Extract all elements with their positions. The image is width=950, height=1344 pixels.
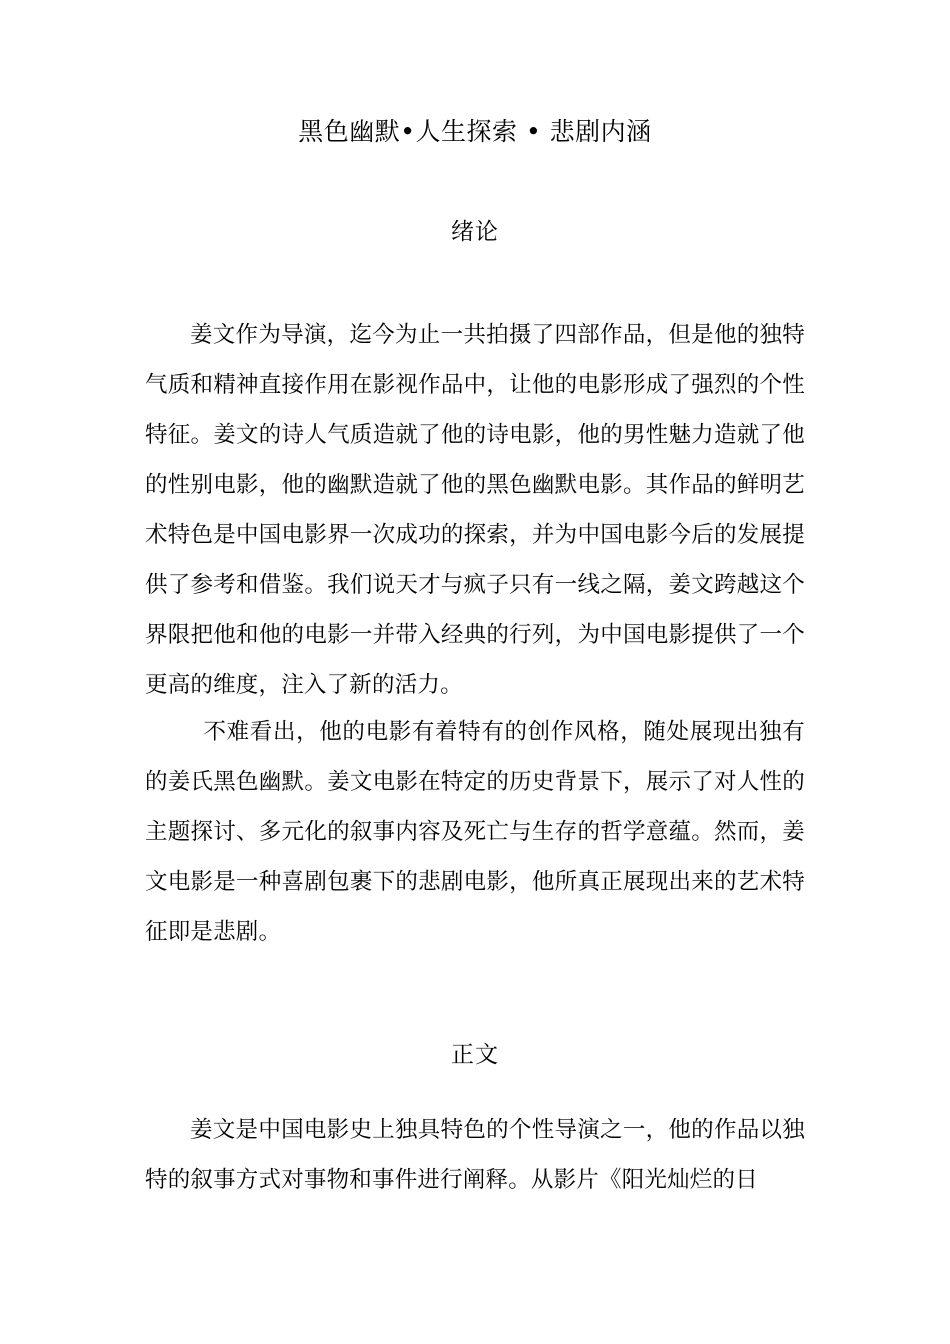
section-heading-introduction: 绪论: [451, 219, 499, 245]
main-text-paragraph-1: 姜文是中国电影史上独具特色的个性导演之一，他的作品以独特的叙事方式对事物和事件进行阐释。从影片《阳光灿烂的日: [145, 1117, 805, 1193]
introduction-paragraph-1: 姜文作为导演，迄今为止一共拍摄了四部作品，但是他的独特气质和精神直接作用在影视作品中，让他的电影形成了强烈的个性特征。姜文的诗人气质造就了他的诗电影，他的男性魅力造就了他的性别电影，他的幽默造就了他的黑色幽默电影。其作品的鲜明艺术特色是中国电影界一次成功的探索，并为中国电影今后的发展提供了参考和借鉴。我们说天才与疯子只有一线之隔，姜文跨越这个界限把他和他的电影一并带入经典的行列，为中国电影提供了一个更高的维度，注入了新的活力。: [145, 322, 805, 698]
document-title: 黑色幽默•人生探索 • 悲剧内涵: [298, 117, 652, 146]
introduction-paragraph-2: 不难看出，他的电影有着特有的创作风格，随处展现出独有的姜氏黑色幽默。姜文电影在特定的历史背景下，展示了对人性的主题探讨、多元化的叙事内容及死亡与生存的哲学意蕴。然而，姜文电影是一种喜剧包裹下的悲剧电影，他所真正展现出来的艺术特征即是悲剧。: [145, 719, 805, 945]
section-heading-main-text: 正文: [451, 1042, 499, 1068]
